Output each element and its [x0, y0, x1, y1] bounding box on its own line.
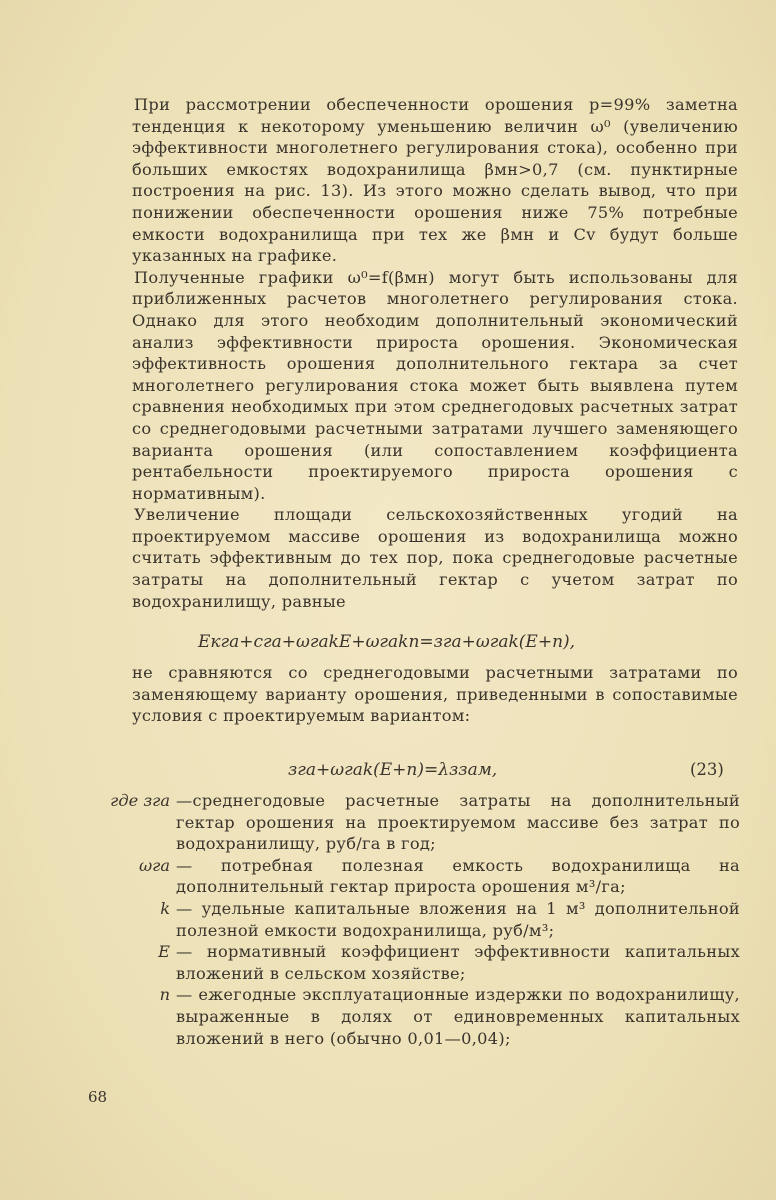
main-text — [132, 94, 738, 612]
definition-symbol: n — [159, 985, 170, 1005]
definitions-list — [100, 790, 740, 1049]
definition-item — [100, 898, 740, 941]
page-number: 68 — [88, 1088, 108, 1106]
definition-text: —среднегодовые расчетные затраты на дополнительный гектар орошения на проектируемом массиве без затрат по водохранилищу, руб/га в год; — [176, 791, 740, 854]
definition-text: — нормативный коэффициент эффективности капитальных вложений в сельском хозяйстве; — [176, 942, 740, 983]
paragraph-1: При рассмотрении обеспеченности орошения p=99% заметна тенденция к некоторому уменьшению величин ω⁰ (увеличению эффективности многолетнего регулирования стока), особенно при больших емкостях водохранилища βмн>0,7 (см. пунктирные построения на рис. 13). Из этого можно сделать вывод, что при понижении обеспеченности орошения ниже 75% потребные емкости водохранилища при тех же βмн и Cv будут больше указанных на графике. — [132, 95, 738, 266]
formula-23: зга+ωгаk(E+n)=λззам, — [288, 760, 498, 780]
paragraph-4-block — [132, 662, 738, 727]
paragraph-2: Полученные графики ω⁰=f(βмн) могут быть использованы для приближенных расчетов многолетнего регулирования стока. Однако для этого необходим дополнительный экономический анализ эффективности прироста орошения. Экономическая эффективность орошения дополнительного гектара за счет многолетнего регулирования стока может быть выявлена путем сравнения необходимых при этом среднегодовых расчетных затрат со среднегодовыми расчетными затратами лучшего заменяющего варианта орошения (или сопоставлением коэффициента рентабельности проектируемого прироста орошения с нормативным). — [132, 267, 738, 503]
definition-symbol: где зга — [110, 791, 170, 810]
definition-item — [100, 855, 740, 898]
definition-text: — удельные капитальные вложения на 1 м³ дополнительной полезной емкости водохранилища, руб/м³; — [176, 898, 740, 940]
equation-number: (23) — [690, 760, 724, 779]
definition-item — [100, 984, 740, 1049]
formula-cost-sum: Eкга+cга+ωгаkE+ωгаkn=зга+ωгаk(E+n), — [198, 632, 576, 652]
definition-text: — потребная полезная емкость водохранилища на дополнительный гектар прироста орошения м³/га; — [176, 855, 740, 897]
definition-item — [100, 790, 740, 855]
definition-item — [100, 941, 740, 984]
definition-symbol: E — [158, 942, 170, 962]
definition-symbol: ωга — [138, 855, 170, 875]
paragraph-4: не сравняются со среднегодовыми расчетными затратами по заменяющему варианту орошения, приведенными в сопоставимые условия с проектируемым вариантом: — [132, 663, 738, 726]
paragraph-3: Увеличение площади сельскохозяйственных угодий на проектируемом массиве орошения из водохранилища можно считать эффективным до тех пор, пока среднегодовые расчетные затраты на дополнительный гектар с учетом затрат по водохранилищу, равные — [132, 505, 738, 611]
definition-symbol: k — [160, 898, 170, 918]
definition-text: — ежегодные эксплуатационные издержки по водохранилищу, выраженные в долях от единовременных капитальных вложений в него (обычно 0,01—0,04); — [176, 985, 740, 1048]
